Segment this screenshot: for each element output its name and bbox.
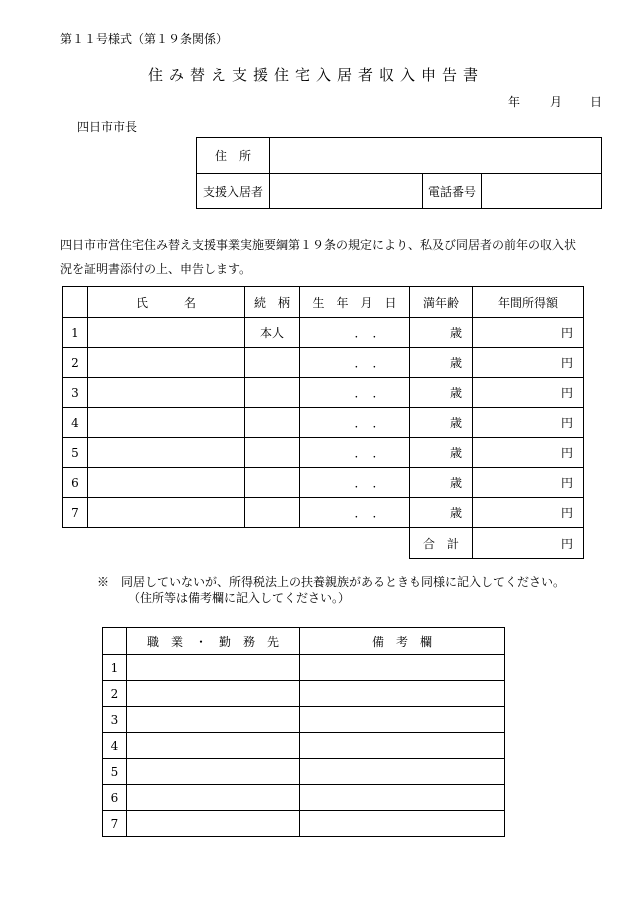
remarks-field[interactable] [300, 655, 505, 681]
row-number: 5 [63, 438, 88, 468]
remarks-field[interactable] [300, 759, 505, 785]
relation-field[interactable] [245, 468, 300, 498]
work-row-number: 3 [103, 707, 127, 733]
table-row [63, 498, 584, 528]
job-field[interactable] [127, 733, 300, 759]
income-header: 年間所得額 [473, 287, 584, 318]
income-field[interactable]: 円 [473, 348, 584, 378]
row-number: 3 [63, 378, 88, 408]
work-row-number: 1 [103, 655, 127, 681]
relation-field[interactable]: 本人 [245, 318, 300, 348]
phone-label: 電話番号 [423, 174, 482, 209]
age-field[interactable]: 歳 [410, 348, 473, 378]
remarks-header: 備 考 欄 [300, 628, 505, 655]
job-field[interactable] [127, 655, 300, 681]
remarks-field[interactable] [300, 785, 505, 811]
birthdate-field[interactable]: ． ． [300, 468, 410, 498]
job-field[interactable] [127, 681, 300, 707]
applicant-table [196, 137, 602, 209]
age-field[interactable]: 歳 [410, 378, 473, 408]
form-number: 第１１号様式（第１９条関係） [60, 32, 229, 46]
table-row [63, 318, 584, 348]
work-row-number: 5 [103, 759, 127, 785]
table-row [103, 811, 505, 837]
work-row-number: 4 [103, 733, 127, 759]
addressee: 四日市市長 [77, 120, 138, 134]
relation-field[interactable] [245, 378, 300, 408]
date-year: 年 [508, 95, 521, 109]
form-title: 住み替え支援住宅入居者収入申告書 [148, 66, 485, 84]
table-row [63, 468, 584, 498]
member-name-field[interactable] [88, 378, 245, 408]
birthdate-field[interactable]: ． ． [300, 378, 410, 408]
table-row [103, 733, 505, 759]
job-field[interactable] [127, 707, 300, 733]
table-row [103, 681, 505, 707]
member-name-field[interactable] [88, 438, 245, 468]
job-header: 職 業 ・ 勤 務 先 [127, 628, 300, 655]
table-row [63, 408, 584, 438]
work-table [102, 627, 505, 837]
table-row [63, 438, 584, 468]
remarks-field[interactable] [300, 707, 505, 733]
income-field[interactable]: 円 [473, 498, 584, 528]
remarks-field[interactable] [300, 681, 505, 707]
work-row-number: 2 [103, 681, 127, 707]
income-field[interactable]: 円 [473, 408, 584, 438]
member-name-field[interactable] [88, 498, 245, 528]
total-spacer [63, 528, 410, 559]
applicant-name-label: 支援入居者 [197, 174, 270, 209]
applicant-name-field[interactable] [270, 174, 423, 209]
birthdate-field[interactable]: ． ． [300, 318, 410, 348]
job-field[interactable] [127, 811, 300, 837]
row-number: 1 [63, 318, 88, 348]
address-label: 住 所 [197, 138, 270, 174]
table-row [103, 707, 505, 733]
birthdate-field[interactable]: ． ． [300, 498, 410, 528]
member-name-field[interactable] [88, 408, 245, 438]
work-row-number: 7 [103, 811, 127, 837]
phone-field[interactable] [482, 174, 602, 209]
date-month: 月 [550, 95, 563, 109]
total-label: 合 計 [410, 528, 473, 559]
table-row [63, 378, 584, 408]
income-field[interactable]: 円 [473, 468, 584, 498]
job-field[interactable] [127, 785, 300, 811]
birthdate-field[interactable]: ． ． [300, 348, 410, 378]
age-field[interactable]: 歳 [410, 318, 473, 348]
note-line-2: （住所等は備考欄に記入してください。） [128, 591, 351, 605]
address-field[interactable] [270, 138, 602, 174]
table-row [63, 348, 584, 378]
note-line-1: ※ 同居していないが、所得税法上の扶養親族があるときも同様に記入してください。 [97, 575, 566, 589]
relation-field[interactable] [245, 498, 300, 528]
row-number: 4 [63, 408, 88, 438]
age-field[interactable]: 歳 [410, 408, 473, 438]
table-row [103, 759, 505, 785]
date-day: 日 [590, 95, 603, 109]
relation-field[interactable] [245, 438, 300, 468]
table-row [103, 785, 505, 811]
income-field[interactable]: 円 [473, 318, 584, 348]
remarks-field[interactable] [300, 733, 505, 759]
remarks-field[interactable] [300, 811, 505, 837]
relation-field[interactable] [245, 348, 300, 378]
member-name-field[interactable] [88, 468, 245, 498]
row-number: 7 [63, 498, 88, 528]
age-field[interactable]: 歳 [410, 498, 473, 528]
row-number-header [63, 287, 88, 318]
declaration-line-1: 四日市市営住宅住み替え支援事業実施要綱第１９条の規定により、私及び同居者の前年の収入状 [60, 238, 577, 252]
age-field[interactable]: 歳 [410, 468, 473, 498]
income-field[interactable]: 円 [473, 438, 584, 468]
age-field[interactable]: 歳 [410, 438, 473, 468]
income-field[interactable]: 円 [473, 378, 584, 408]
birthdate-field[interactable]: ． ． [300, 438, 410, 468]
total-income[interactable]: 円 [473, 528, 584, 559]
work-number-header [103, 628, 127, 655]
income-table [62, 286, 584, 559]
relation-header: 続 柄 [245, 287, 300, 318]
relation-field[interactable] [245, 408, 300, 438]
member-name-field[interactable] [88, 348, 245, 378]
member-name-field[interactable] [88, 318, 245, 348]
row-number: 2 [63, 348, 88, 378]
job-field[interactable] [127, 759, 300, 785]
birthdate-header: 生 年 月 日 [300, 287, 410, 318]
birthdate-field[interactable]: ． ． [300, 408, 410, 438]
table-row [103, 655, 505, 681]
declaration-line-2: 況を証明書添付の上、申告します。 [60, 262, 252, 276]
name-header: 氏 名 [88, 287, 245, 318]
age-header: 満年齢 [410, 287, 473, 318]
work-row-number: 6 [103, 785, 127, 811]
row-number: 6 [63, 468, 88, 498]
